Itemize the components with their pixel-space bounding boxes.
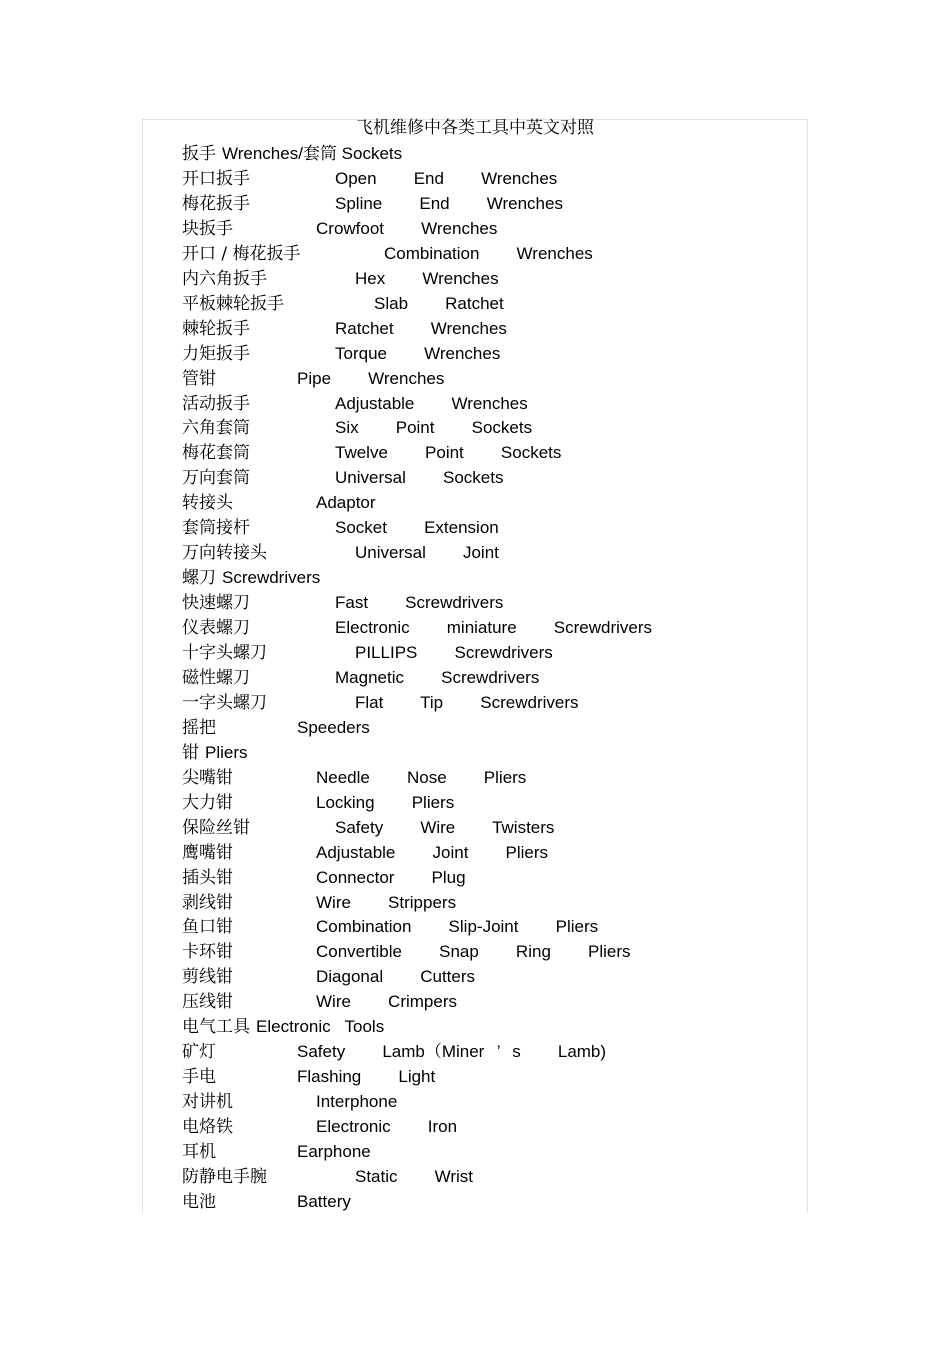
tool-name-zh: 开口 / 梅花扳手 [182, 243, 301, 264]
tool-name-en: Locking Pliers [316, 792, 455, 812]
tool-name-en: Earphone [297, 1142, 371, 1161]
tool-name-zh: 鱼口钳 [182, 917, 233, 938]
section-header-en: Screwdrivers [222, 568, 321, 588]
tool-row [182, 792, 455, 814]
tool-name-en: Slab Ratchet [374, 293, 504, 313]
tool-row [182, 492, 376, 514]
tool-name-en: Wire Strippers [316, 892, 457, 912]
tool-row [182, 642, 553, 664]
tool-row [182, 417, 533, 439]
tool-name-zh: 力矩扳手 [182, 343, 250, 364]
tool-name-zh: 剥线钳 [182, 892, 233, 913]
tool-name-en: Open End Wrenches [335, 168, 558, 188]
tool-name-en: Adjustable Wrenches [335, 393, 528, 413]
tool-name-en: Torque Wrenches [335, 343, 501, 363]
tool-name-zh: 棘轮扳手 [182, 318, 250, 339]
tool-name-en: Ratchet Wrenches [335, 318, 507, 338]
tool-row [182, 1141, 371, 1163]
section-header [182, 1016, 384, 1038]
tool-row [182, 1066, 436, 1088]
tool-name-en: Six Point Sockets [335, 418, 533, 438]
section-header [182, 742, 248, 764]
tool-row [182, 717, 370, 739]
tool-name-en: Universal Joint [355, 543, 499, 563]
tool-row [182, 916, 599, 938]
tool-name-zh: 压线钳 [182, 992, 233, 1013]
tool-name-zh: 磁性螺刀 [182, 667, 250, 688]
tool-name-zh: 万向转接头 [182, 543, 267, 564]
tool-row [182, 517, 499, 539]
tool-row [182, 767, 527, 789]
tool-name-en: Spline End Wrenches [335, 193, 563, 213]
tool-row [182, 966, 476, 988]
tool-name-en: Adjustable Joint Pliers [316, 842, 549, 862]
tool-name-zh: 内六角扳手 [182, 268, 267, 289]
tool-name-en: Combination Wrenches [384, 243, 593, 263]
section-header-zh: 螺刀 [182, 568, 216, 589]
tool-row [182, 817, 555, 839]
tool-row [182, 991, 458, 1013]
tool-row [182, 293, 504, 315]
tool-row [182, 941, 631, 963]
tool-name-en: Combination Slip-Joint Pliers [316, 917, 599, 937]
tool-name-zh: 耳机 [182, 1142, 216, 1162]
tool-row [182, 442, 562, 464]
tool-name-en: Universal Sockets [335, 468, 504, 488]
tool-row [182, 592, 504, 614]
tool-name-zh: 套筒接杆 [182, 518, 250, 539]
tool-row [182, 692, 579, 714]
tool-row [182, 1191, 351, 1213]
tool-name-zh: 开口扳手 [182, 168, 250, 189]
section-header-en: Wrenches/套筒 Sockets [222, 144, 403, 163]
tool-name-en: PILLIPS Screwdrivers [355, 643, 553, 662]
tool-name-zh: 尖嘴钳 [182, 767, 233, 788]
tool-name-en: Static Wrist [355, 1166, 474, 1186]
tool-name-en: Electronic Iron [316, 1117, 458, 1137]
tool-name-zh: 鹰嘴钳 [182, 842, 233, 863]
tool-name-en: Electronic miniature Screwdrivers [335, 618, 653, 638]
tool-row [182, 218, 498, 240]
tool-name-en: Diagonal Cutters [316, 967, 476, 987]
tool-row [182, 617, 653, 639]
tool-name-zh: 仪表螺刀 [182, 618, 250, 639]
tool-name-zh: 六角套筒 [182, 418, 250, 439]
tool-row [182, 168, 558, 190]
tool-name-en: Magnetic Screwdrivers [335, 667, 540, 687]
tool-row [182, 343, 501, 365]
tool-row [182, 1116, 458, 1138]
tool-name-zh: 摇把 [182, 717, 216, 738]
tool-name-zh: 电池 [182, 1191, 216, 1212]
section-header-zh: 扳手 [182, 144, 216, 164]
tool-name-zh: 防静电手腕 [182, 1166, 267, 1187]
tool-name-zh: 对讲机 [182, 1092, 233, 1113]
tool-row [182, 243, 593, 265]
tool-row [182, 867, 466, 889]
tool-name-zh: 电烙铁 [182, 1117, 233, 1138]
section-header-zh: 钳 [182, 742, 199, 763]
tool-name-en: Wire Crimpers [316, 992, 458, 1012]
tool-name-en: Speeders [297, 717, 370, 737]
tool-name-zh: 剪线钳 [182, 967, 233, 988]
tool-name-en: Hex Wrenches [355, 268, 499, 288]
tool-name-en: Connector Plug [316, 867, 466, 887]
tool-name-zh: 万向套筒 [182, 468, 250, 489]
tool-name-zh: 十字头螺刀 [182, 643, 267, 663]
tool-row [182, 1166, 474, 1188]
tool-name-zh: 一字头螺刀 [182, 692, 267, 713]
tool-row [182, 368, 445, 390]
tool-name-en: Needle Nose Pliers [316, 767, 527, 787]
section-header-en: Pliers [205, 742, 248, 762]
tool-name-en: Adaptor [316, 493, 376, 513]
tool-name-zh: 卡环钳 [182, 942, 233, 963]
tool-row [182, 892, 457, 914]
tool-row [182, 667, 540, 689]
section-header [182, 143, 402, 165]
tool-name-en: Crowfoot Wrenches [316, 218, 498, 238]
section-header-en: Electronic Tools [256, 1017, 385, 1037]
section-header-zh: 电气工具 [182, 1017, 250, 1038]
tool-row [182, 268, 499, 290]
tool-name-zh: 矿灯 [182, 1042, 216, 1063]
tool-row [182, 1041, 607, 1063]
tool-name-zh: 活动扳手 [182, 393, 250, 414]
tool-name-en: Socket Extension [335, 518, 499, 538]
tool-name-zh: 转接头 [182, 493, 233, 514]
tool-name-en: Pipe Wrenches [297, 368, 445, 388]
tool-name-zh: 平板棘轮扳手 [182, 293, 284, 314]
tool-name-en: Battery [297, 1191, 351, 1211]
section-header [182, 567, 320, 589]
tool-row [182, 393, 528, 415]
tool-name-zh: 梅花扳手 [182, 193, 250, 214]
tool-name-en: Fast Screwdrivers [335, 593, 504, 613]
document-title: 飞机维修中各类工具中英文对照 [356, 118, 594, 138]
tool-name-zh: 大力钳 [182, 792, 233, 813]
tool-name-zh: 梅花套筒 [182, 443, 250, 464]
tool-name-en: Twelve Point Sockets [335, 443, 562, 463]
tool-name-en: Flashing Light [297, 1067, 436, 1087]
tool-name-en: Convertible Snap Ring Pliers [316, 942, 631, 962]
tool-name-zh: 管钳 [182, 368, 216, 389]
tool-name-en: Interphone [316, 1092, 398, 1112]
tool-name-en: Safety Wire Twisters [335, 817, 555, 837]
tool-row [182, 467, 504, 489]
tool-row [182, 1091, 398, 1113]
tool-name-zh: 插头钳 [182, 867, 233, 888]
tool-name-zh: 保险丝钳 [182, 817, 250, 838]
tool-name-zh: 手电 [182, 1067, 216, 1088]
tool-row [182, 193, 563, 215]
tool-row [182, 318, 507, 340]
tool-name-zh: 块扳手 [182, 218, 233, 239]
tool-row [182, 842, 549, 864]
tool-row [182, 542, 499, 564]
tool-name-en: Flat Tip Screwdrivers [355, 692, 579, 712]
tool-name-zh: 快速螺刀 [182, 593, 250, 614]
tool-name-en: Safety Lamb（Miner ’ s Lamb) [297, 1042, 607, 1062]
